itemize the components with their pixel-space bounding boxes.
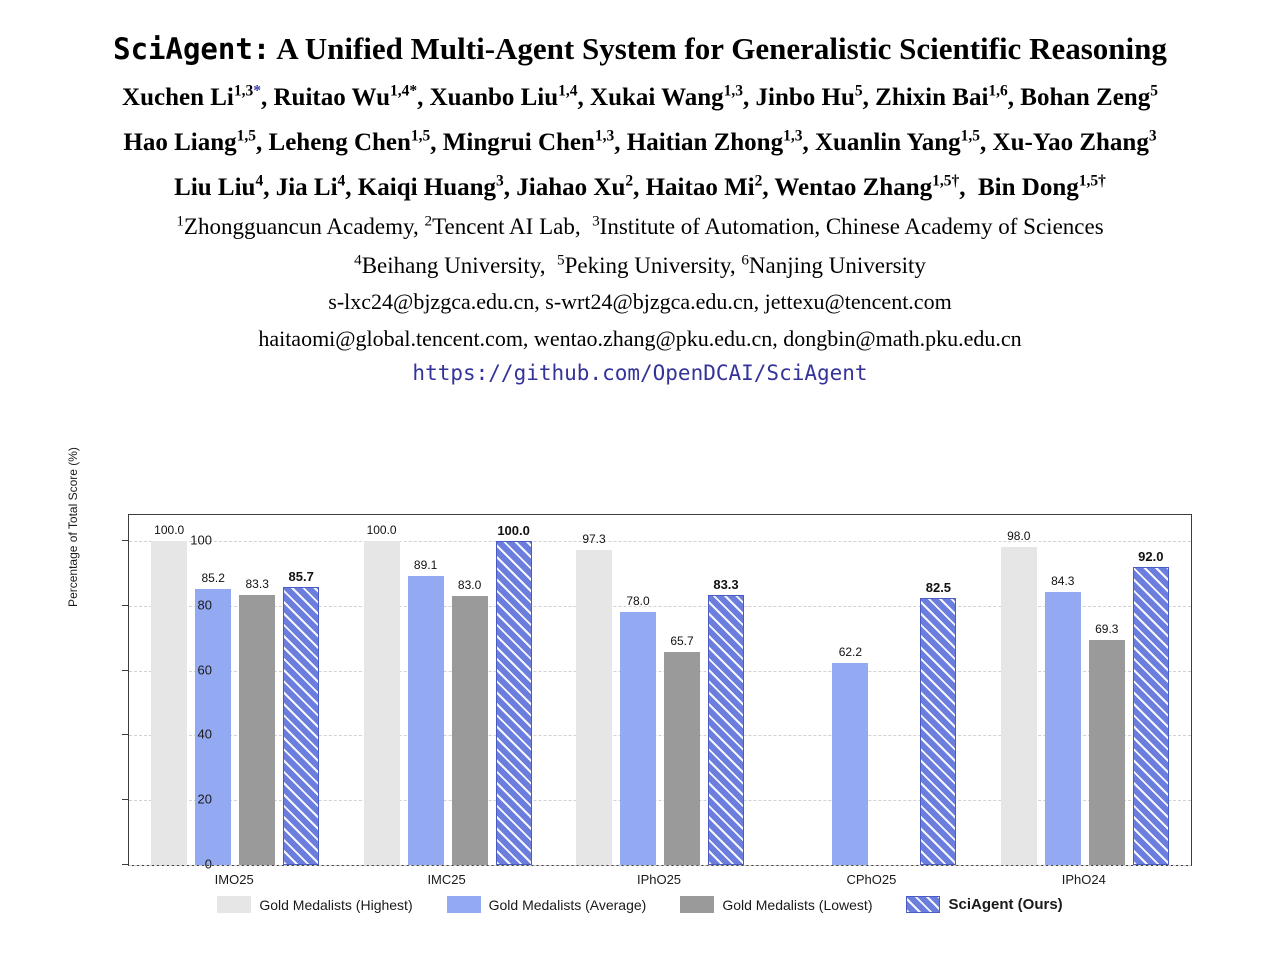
chart-bar	[452, 596, 488, 865]
chart-y-tick-label: 20	[197, 791, 212, 807]
affiliation-line-2: $^4$Beihang University, $^5$Peking University, $^6$Nanjing University	[354, 251, 926, 279]
chart-bar	[620, 612, 656, 865]
legend-label: Gold Medalists (Average)	[488, 896, 647, 913]
chart-bar-value-label: 98.0	[1007, 529, 1031, 544]
chart-x-tick-label: IMC25	[427, 872, 466, 887]
page-title	[60, 30, 1220, 69]
chart-y-tick-mark	[122, 734, 128, 735]
legend-swatch	[680, 896, 714, 913]
author-line-3: Liu Liu$^4$, Jia Li$^4$, Kaiqi Huang$^3$, Jiahao Xu$^2$, Haitao Mi$^2$, Wentao Zhang$^{1,5\dagger}$, Bin Dong$^{1,5\dagger}$	[174, 172, 1106, 201]
chart-bar-value-label: 92.0	[1138, 548, 1164, 564]
chart-bar-value-label: 89.1	[413, 558, 438, 573]
page-title-rest: A Unified Multi-Agent System for Generalistic Scientific Reasoning	[270, 31, 1167, 66]
chart-x-tick-label: IPhO24	[1061, 872, 1106, 887]
chart-bar	[239, 595, 275, 865]
chart-y-tick-mark	[122, 605, 128, 606]
chart-y-tick-label: 0	[204, 856, 212, 872]
chart-bar	[708, 595, 744, 865]
chart-legend	[0, 896, 1280, 913]
chart-bar-value-label: 85.2	[201, 570, 225, 585]
chart-bar	[283, 587, 319, 865]
chart-y-tick-mark	[122, 864, 128, 865]
chart-bar-value-label: 100.0	[154, 522, 185, 537]
author-line-1: Xuchen $Li^{1,3*}$, Ruitao $Wu^{1,4*}$, Xuanbo Liu$^{1,4}$, Xukai Wang$^{1,3}$, Jinbo Hu$^5$, Zhixin Bai$^{1,6}$, Bohan Zeng$^5$	[122, 82, 1158, 111]
chart-bar	[1001, 547, 1037, 865]
chart-bar-value-label: 100.0	[497, 522, 530, 538]
chart-bar	[408, 576, 444, 865]
chart-bar	[496, 541, 532, 865]
author-line-2: Hao Liang$^{1,5}$, Leheng Chen$^{1,5}$, Mingrui Chen$^{1,3}$, Haitian Zhong$^{1,3}$, Xuanlin Yang$^{1,5}$, Xu-Yao Zhang$^3$	[123, 127, 1157, 156]
email-line-2: haitaomi@global.tencent.com, wentao.zhang@pku.edu.cn, dongbin@math.pku.edu.cn	[258, 325, 1022, 351]
chart-x-tick-label: CPhO25	[846, 872, 897, 887]
chart-bar-value-label: 97.3	[582, 531, 606, 546]
legend-item	[906, 896, 1062, 913]
chart-bar-value-label: 78.0	[626, 594, 650, 609]
chart-bar-value-label: 85.7	[288, 569, 314, 585]
chart-bar	[1089, 640, 1125, 865]
chart-bar-value-label: 83.3	[713, 577, 739, 593]
chart-bar	[920, 598, 956, 865]
chart-gridline	[129, 865, 1191, 866]
chart-y-tick-mark	[122, 540, 128, 541]
legend-swatch	[447, 896, 481, 913]
chart-y-axis-label: Percentage of Total Score (%)	[66, 447, 80, 607]
chart-plot-area	[128, 514, 1192, 866]
legend-swatch	[217, 896, 251, 913]
legend-label: Gold Medalists (Highest)	[259, 896, 413, 913]
page-title-product: SciAgent:	[113, 32, 271, 66]
chart-y-tick-mark	[122, 670, 128, 671]
chart-bar	[576, 550, 612, 865]
chart-y-tick-label: 80	[197, 597, 212, 613]
repository-link[interactable]: https://github.com/OpenDCAI/SciAgent	[412, 360, 868, 385]
legend-item	[217, 896, 412, 913]
chart-bar-value-label: 69.3	[1095, 622, 1119, 637]
legend-item	[447, 896, 647, 913]
chart-bar-value-label: 84.3	[1051, 573, 1075, 588]
chart-bar	[364, 541, 400, 865]
legend-swatch	[906, 896, 940, 913]
chart-x-tick-label: IPhO25	[636, 872, 682, 887]
email-line-1: s-lxc24@bjzgca.edu.cn, s-wrt24@bjzgca.edu.cn, jettexu@tencent.com	[328, 289, 952, 315]
chart-bar-value-label: 100.0	[366, 522, 397, 537]
legend-label: Gold Medalists (Lowest)	[722, 896, 873, 913]
chart-y-tick-label: 40	[197, 726, 212, 742]
chart-bar	[664, 652, 700, 865]
chart-gridline	[129, 541, 1191, 542]
legend-item	[680, 896, 872, 913]
chart-bar	[832, 663, 868, 865]
chart-bar-value-label: 82.5	[925, 579, 952, 595]
chart-bar	[1045, 592, 1081, 865]
affiliation-line-1: $^1$Zhongguancun Academy, $^2$Tencent AI Lab, $^3$Institute of Automation, Chinese Academy of Sciences	[176, 212, 1104, 239]
chart-bar-value-label: 83.0	[457, 578, 482, 593]
results-figure	[0, 447, 1280, 968]
chart-bar	[151, 541, 187, 865]
chart-x-tick-label: IMO25	[214, 872, 254, 887]
chart-bar-value-label: 83.3	[245, 577, 269, 592]
legend-label: SciAgent (Ours)	[948, 896, 1063, 913]
chart-y-tick-label: 100	[190, 532, 212, 548]
chart-y-tick-mark	[122, 799, 128, 800]
chart-y-tick-label: 60	[197, 662, 212, 678]
chart-bar	[1133, 567, 1169, 865]
chart-bar-value-label: 62.2	[838, 645, 863, 660]
chart-bar-value-label: 65.7	[670, 634, 694, 649]
